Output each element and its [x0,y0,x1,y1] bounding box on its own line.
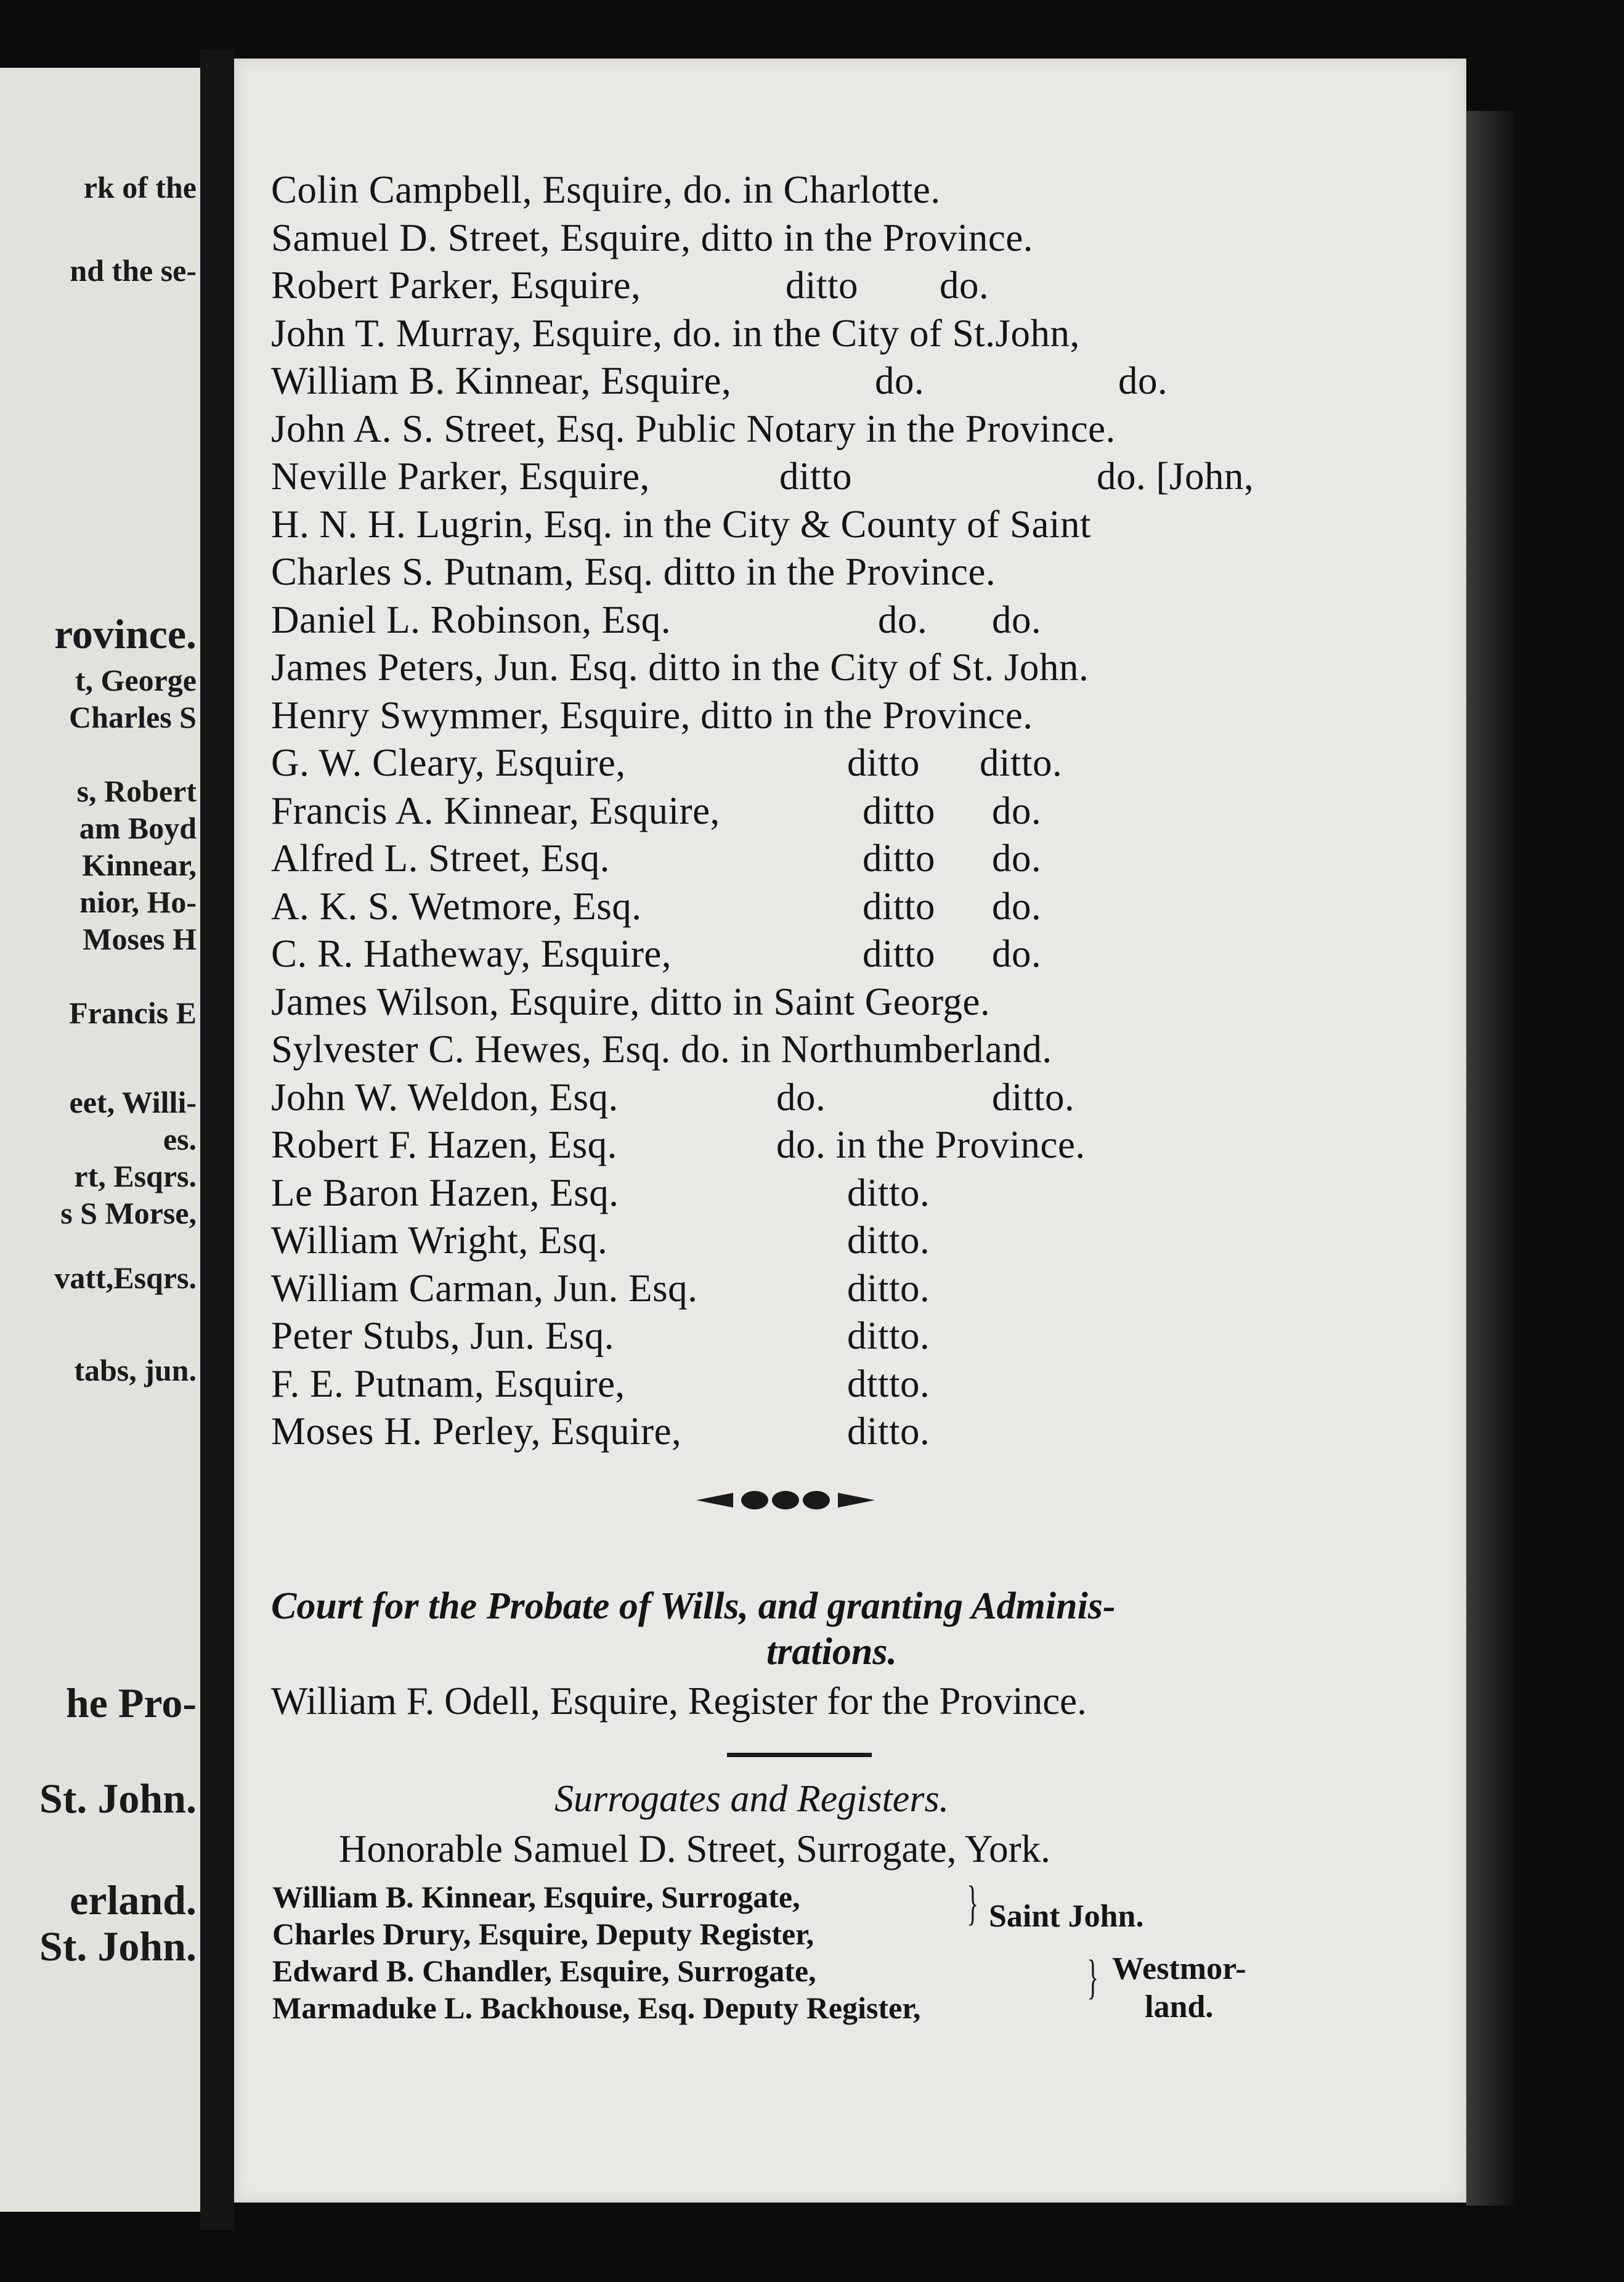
left-line: s S Morse, [60,1196,197,1230]
ornament-divider-icon [696,1488,875,1513]
surrogate-york: Honorable Samuel D. Street, Surrogate, York. [339,1827,1050,1870]
entry-name: C. R. Hatheway, Esquire, [271,932,672,975]
entry-name: Daniel L. Robinson, Esq. [271,598,671,641]
entry-extra: do. [992,789,1042,832]
entry-office: ditto [779,455,853,498]
entry-office: ditto. [847,1219,930,1262]
left-line: es. [163,1122,197,1156]
list-item [271,835,1254,883]
left-line: rt, Esqrs. [74,1159,197,1193]
list-item [271,405,1254,453]
entry-name: John A. S. Street, Esq. [271,407,626,450]
entry-name: A. K. S. Wetmore, Esq. [271,884,642,928]
entry-name: James Peters, Jun. Esq. [271,646,638,689]
entry-office: Public Notary in the Province. [635,407,1116,450]
left-line: tabs, jun. [74,1353,197,1387]
entry-name: Sylvester C. Hewes, Esq. [271,1028,671,1071]
entry-office: ditto [786,264,859,307]
left-line: t, George [75,663,197,697]
place-line: Westmor- [1112,1951,1246,1986]
entry-name: Robert F. Hazen, Esq. [271,1123,617,1166]
list-item [271,1026,1254,1074]
list-item [271,1265,1254,1313]
entry-name: Francis A. Kinnear, Esquire, [271,789,720,832]
register-line: William F. Odell, Esquire, Register for the Province. [271,1679,1087,1723]
heading-line: trations. [766,1631,897,1673]
list-item [271,1217,1254,1265]
list-item [271,214,1254,262]
left-line: St. John. [39,1775,197,1822]
list-item [271,978,1254,1026]
left-line: vatt,Esqrs. [54,1261,197,1295]
list-item [271,1121,1254,1169]
divider [727,1753,872,1757]
commissioners-list [271,166,1254,1456]
place-line: land. [1145,1989,1214,2024]
entry-name: Samuel D. Street, Esquire, [271,216,691,259]
right-page [234,59,1466,2203]
list-item [271,644,1254,692]
entry-office: ditto in the City of St. John. [648,646,1089,689]
entry-name: Peter Stubs, Jun. Esq. [271,1314,615,1357]
entry-name: Charles S. Putnam, Esq. [271,550,654,593]
entry-office: do. [875,359,925,402]
list-item [271,1408,1254,1456]
entry-name: Colin Campbell, Esquire, [271,168,673,211]
left-facing-page [0,68,200,2212]
list-item [271,1360,1254,1408]
list-item [271,357,1254,405]
entry-office: ditto in the Province. [700,216,1034,259]
surrogate-row: Marmaduke L. Backhouse, Esq. Deputy Register, [272,1991,921,2025]
entry-office: do. in Charlotte. [683,168,941,211]
probate-court-heading [271,1583,1343,1675]
entry-office: ditto in the Province. [663,550,996,593]
left-line: Kinnear, [82,848,197,882]
entry-name: Henry Swymmer, Esquire, [271,693,691,737]
entry-name: John T. Murray, Esquire, [271,311,663,355]
list-item [271,262,1254,310]
entry-name: William B. Kinnear, Esquire, [271,359,732,402]
entry-office: do. [776,1075,826,1119]
left-line: rovince. [54,611,197,657]
entry-name: Neville Parker, Esquire, [271,455,650,498]
entry-extra: do. [992,598,1042,641]
list-item [271,787,1254,835]
entry-extra: do. [John, [1097,455,1254,498]
entry-extra: do. [1118,359,1168,402]
entry-office: ditto [863,884,936,928]
entry-extra: do. [992,884,1042,928]
entry-office: ditto. [847,1171,930,1214]
entry-extra: ditto. [992,1075,1075,1119]
entry-name: F. E. Putnam, Esquire, [271,1362,625,1405]
entry-name: John W. Weldon, Esq. [271,1075,619,1119]
list-item [271,692,1254,740]
surrogates-title: Surrogates and Registers. [554,1778,949,1820]
left-line: rk of the [83,170,197,205]
left-line: nd the se- [70,253,197,288]
place-westmorland [1112,1950,1246,2026]
entry-office: ditto [847,741,920,784]
brace-icon: } [967,1876,979,1930]
left-line: Moses H [83,922,197,956]
entry-office: in the City & County of Saint [622,502,1091,546]
list-item [271,739,1254,787]
surrogate-row: Edward B. Chandler, Esquire, Surrogate, [272,1954,816,1988]
entry-name: H. N. H. Lugrin, Esq. [271,502,613,546]
list-item [271,166,1254,214]
brace-icon: } [1087,1950,1099,2004]
entry-office: ditto. [847,1314,930,1357]
left-line: s, Robert [76,774,197,808]
entry-office: ditto [863,837,936,880]
entry-office: dttto. [847,1362,930,1405]
place-saint-john: Saint John. [989,1899,1144,1934]
entry-office: ditto [863,789,936,832]
entry-extra: do. [992,932,1042,975]
book-gutter [200,49,234,2230]
entry-office: ditto in Saint George. [649,980,991,1023]
entry-extra: do. [940,264,989,307]
list-item [271,1169,1254,1217]
list-item [271,548,1254,596]
list-item [271,883,1254,931]
list-item [271,501,1254,549]
left-line: nior, Ho- [79,885,197,919]
left-line: eet, Willi- [69,1085,197,1119]
left-line: erland. [70,1877,197,1923]
entry-extra: do. [992,837,1042,880]
entry-office: ditto in the Province. [700,693,1033,737]
entry-name: Moses H. Perley, Esquire, [271,1410,682,1453]
entry-office: do. [878,598,928,641]
entry-extra: ditto. [980,741,1063,784]
entry-office: do. in the Province. [776,1123,1086,1166]
list-item [271,930,1254,978]
entry-name: William Wright, Esq. [271,1219,608,1262]
entry-office: ditto [863,932,936,975]
list-item [271,1074,1254,1122]
entry-office: do. in the City of St.John, [672,311,1080,355]
entry-name: James Wilson, Esquire, [271,980,640,1023]
left-line: am Boyd [79,811,197,845]
entry-name: Alfred L. Street, Esq. [271,837,610,880]
entry-name: Robert Parker, Esquire, [271,264,641,307]
list-item [271,1312,1254,1360]
left-line: he Pro- [65,1679,197,1726]
surrogate-row: Charles Drury, Esquire, Deputy Register, [272,1917,814,1951]
entry-office: ditto. [847,1410,930,1453]
list-item [271,310,1254,358]
page-edge [1466,111,1516,2206]
entry-office: ditto. [847,1266,930,1310]
left-line: Charles S [69,700,197,734]
list-item [271,596,1254,644]
list-item [271,453,1254,501]
heading-line: Court for the Probate of Wills, and granting Adminis- [271,1585,1116,1627]
entry-name: G. W. Cleary, Esquire, [271,741,626,784]
entry-name: William Carman, Jun. Esq. [271,1266,698,1310]
entry-office: do. in Northumberland. [681,1028,1052,1071]
left-line: St. John. [39,1923,197,1970]
left-line: Francis E [69,996,197,1030]
entry-name: Le Baron Hazen, Esq. [271,1171,619,1214]
surrogate-row: William B. Kinnear, Esquire, Surrogate, [272,1880,800,1914]
